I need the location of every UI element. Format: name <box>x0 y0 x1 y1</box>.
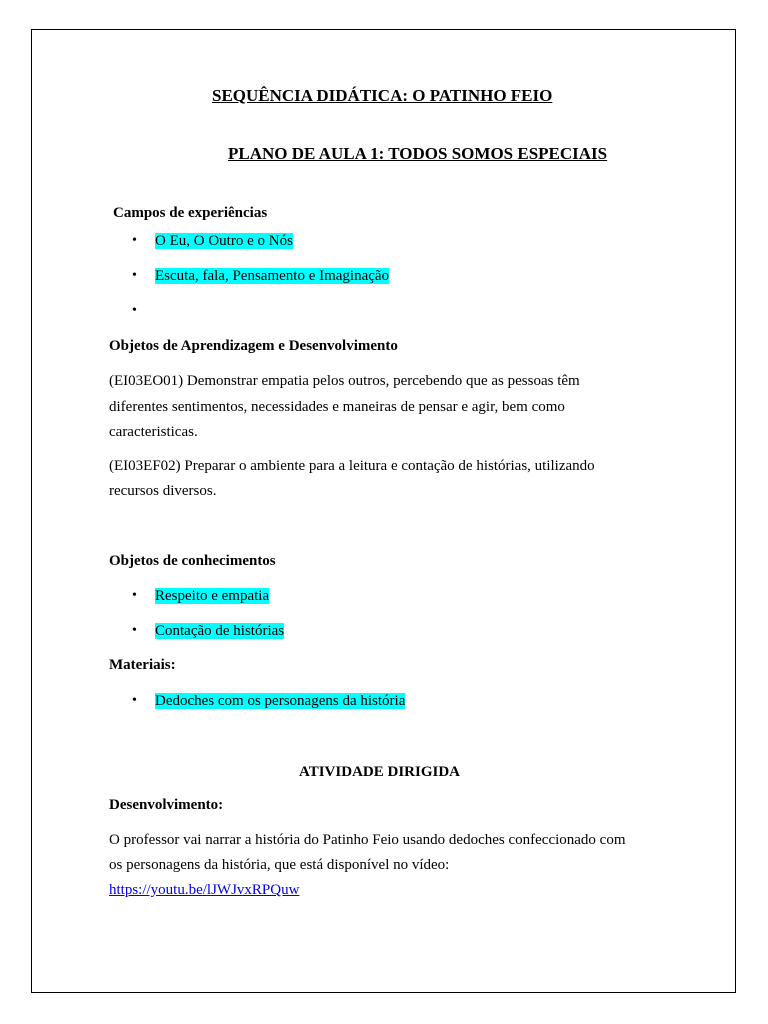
desenvolvimento-line-2: os personagens da história, que está disponível no vídeo: <box>109 857 450 873</box>
objetivo-2-line-2: recursos diversos. <box>109 483 217 499</box>
desenvolvimento-heading: Desenvolvimento: <box>109 797 224 813</box>
materiais-item-1: Dedoches com os personagens da história <box>155 693 406 709</box>
video-link[interactable]: https://youtu.be/lJWJvxRPQuw <box>109 882 300 898</box>
video-link-line <box>109 878 299 904</box>
conhecimentos-heading: Objetos de conhecimentos <box>109 553 276 569</box>
conhecimentos-item-2: Contação de histórias <box>155 623 285 639</box>
document-title: SEQUÊNCIA DIDÁTICA: O PATINHO FEIO <box>212 86 553 105</box>
bullet-icon: • <box>132 303 137 318</box>
materiais-heading: Materiais: <box>109 657 176 673</box>
objetivo-1-line-1: (EI03EO01) Demonstrar empatia pelos outros, percebendo que as pessoas têm <box>109 373 580 389</box>
objetivos-heading: Objetos de Aprendizagem e Desenvolvimento <box>109 338 398 354</box>
objetivo-1-line-2: diferentes sentimentos, necessidades e maneiras de pensar e agir, bem como <box>109 399 565 415</box>
campos-heading: Campos de experiências <box>113 205 268 221</box>
objetivo-1-line-3: caracteristicas. <box>109 424 198 440</box>
campos-item-2: Escuta, fala, Pensamento e Imaginação <box>155 268 390 284</box>
conhecimentos-item-1: Respeito e empatia <box>155 588 270 604</box>
lesson-plan-title: PLANO DE AULA 1: TODOS SOMOS ESPECIAIS <box>228 144 608 163</box>
bullet-icon: • <box>132 233 137 248</box>
atividade-heading: ATIVIDADE DIRIGIDA <box>299 764 460 780</box>
objetivo-2-line-1: (EI03EF02) Preparar o ambiente para a leitura e contação de histórias, utilizando <box>109 458 595 474</box>
desenvolvimento-line-1: O professor vai narrar a história do Patinho Feio usando dedoches confeccionado com <box>109 832 626 848</box>
campos-item-1: O Eu, O Outro e o Nós <box>155 233 293 249</box>
bullet-icon: • <box>132 588 137 603</box>
bullet-icon: • <box>132 268 137 283</box>
bullet-icon: • <box>132 693 137 708</box>
bullet-icon: • <box>132 623 137 638</box>
